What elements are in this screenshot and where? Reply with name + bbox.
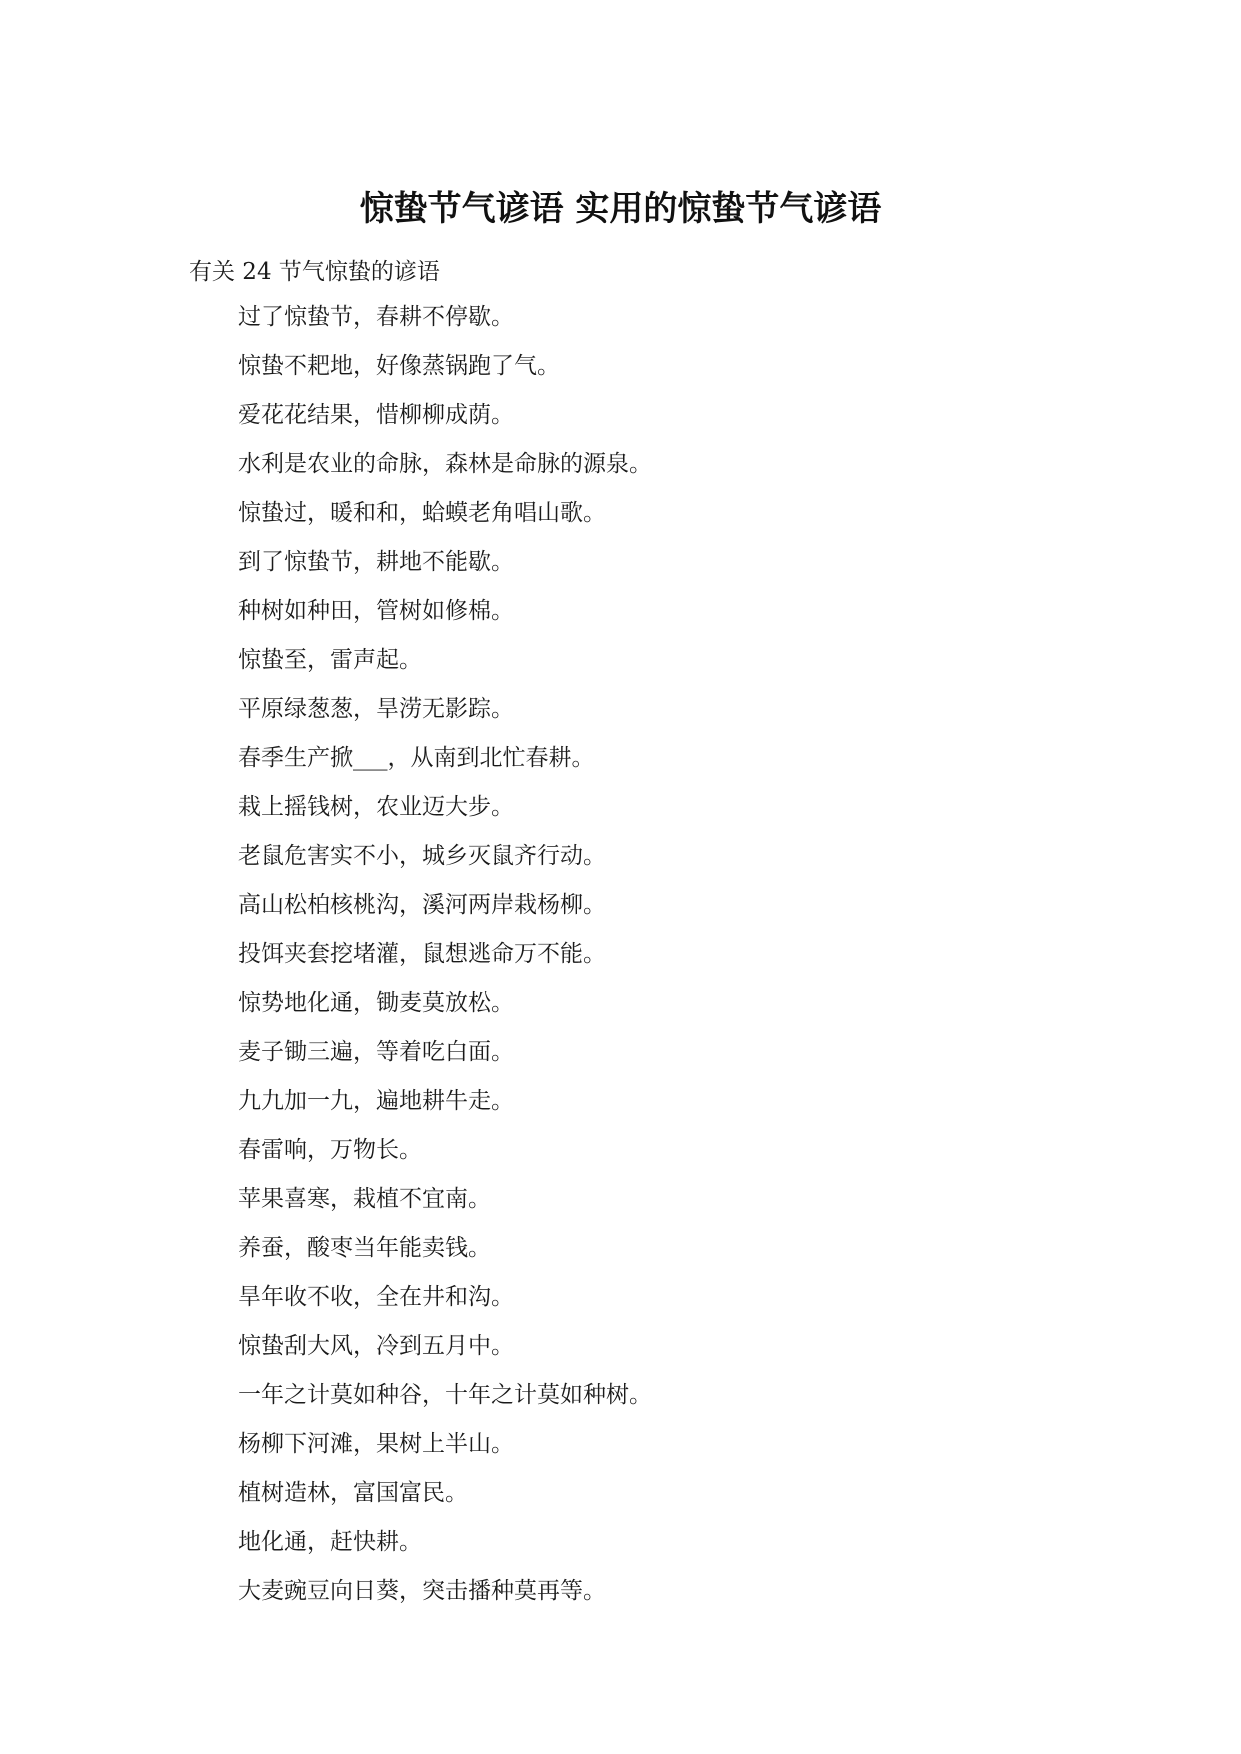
- saying-line: 爱花花结果，惜柳柳成荫。: [238, 402, 514, 428]
- saying-line: 水利是农业的命脉，森林是命脉的源泉。: [238, 451, 652, 477]
- saying-line: 植树造林，富国富民。: [238, 1480, 468, 1506]
- saying-line: 投饵夹套挖堵灌，鼠想逃命万不能。: [238, 941, 606, 967]
- sayings-list: [238, 300, 652, 1623]
- saying-line: 地化通，赶快耕。: [238, 1529, 422, 1555]
- saying-line: 大麦豌豆向日葵，突击播种莫再等。: [238, 1578, 606, 1604]
- document-title: 惊蛰节气谚语 实用的惊蛰节气谚语: [359, 189, 882, 229]
- saying-line: 一年之计莫如种谷，十年之计莫如种树。: [238, 1382, 652, 1408]
- saying-line: 栽上摇钱树，农业迈大步。: [238, 794, 514, 820]
- saying-line: 麦子锄三遍，等着吃白面。: [238, 1039, 514, 1065]
- saying-line: 老鼠危害实不小，城乡灭鼠齐行动。: [238, 843, 606, 869]
- saying-line: 平原绿葱葱，旱涝无影踪。: [238, 696, 514, 722]
- saying-line: 过了惊蛰节，春耕不停歇。: [238, 304, 514, 330]
- saying-line: 养蚕，酸枣当年能卖钱。: [238, 1235, 491, 1261]
- saying-line: 杨柳下河滩，果树上半山。: [238, 1431, 514, 1457]
- saying-line: 春季生产掀___，从南到北忙春耕。: [238, 745, 595, 771]
- saying-line: 惊蛰至，雷声起。: [238, 647, 422, 673]
- saying-line: 惊蛰过，暖和和，蛤蟆老角唱山歌。: [238, 500, 606, 526]
- saying-line: 苹果喜寒，栽植不宜南。: [238, 1186, 491, 1212]
- saying-line: 旱年收不收，全在井和沟。: [238, 1284, 514, 1310]
- saying-line: 惊蛰不耙地，好像蒸锅跑了气。: [238, 353, 560, 379]
- saying-line: 惊势地化通，锄麦莫放松。: [238, 990, 514, 1016]
- saying-line: 种树如种田，管树如修棉。: [238, 598, 514, 624]
- saying-line: 九九加一九，遍地耕牛走。: [238, 1088, 514, 1114]
- saying-line: 高山松柏核桃沟，溪河两岸栽杨柳。: [238, 892, 606, 918]
- saying-line: 到了惊蛰节，耕地不能歇。: [238, 549, 514, 575]
- saying-line: 春雷响，万物长。: [238, 1137, 422, 1163]
- document-subtitle: 有关 24 节气惊蛰的谚语: [189, 259, 440, 285]
- saying-line: 惊蛰刮大风，冷到五月中。: [238, 1333, 514, 1359]
